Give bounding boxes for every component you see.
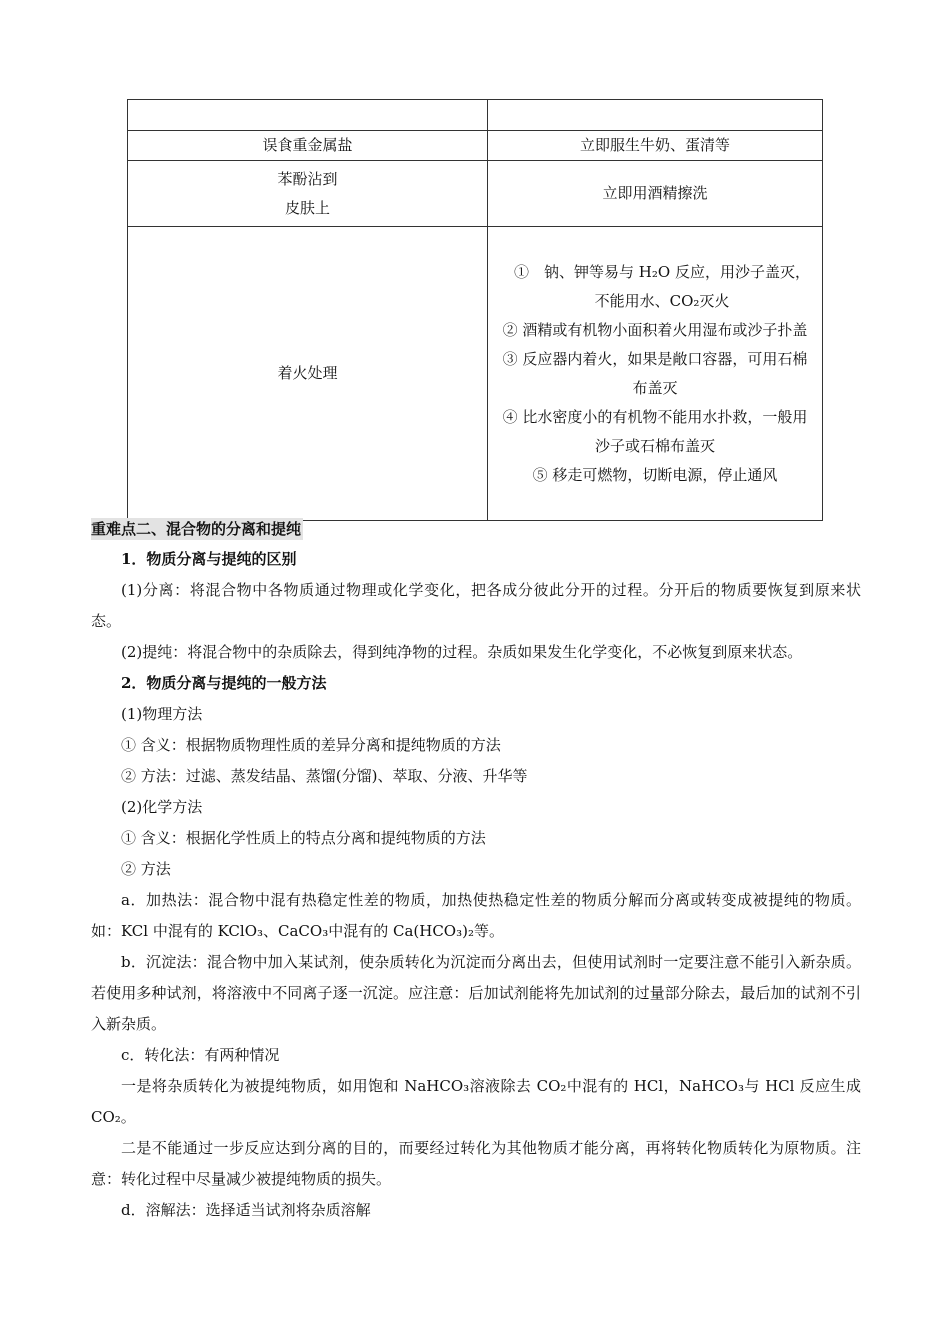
subheading: 1．物质分离与提纯的区别 [121,550,297,568]
safety-table [127,99,823,521]
measure-item: ① 钠、钾等易与 H₂O 反应，用沙子盖灭，不能用水、CO₂灭火 [514,262,810,310]
table-cell [128,161,488,227]
section-heading: 重难点二、混合物的分离和提纯 [91,520,302,538]
paragraph: (2)化学方法 [121,798,203,816]
table-cell: 立即用酒精擦洗 [488,161,823,227]
paragraph: b．沉淀法：混合物中加入某试剂，使杂质转化为沉淀而分离出去，但使用试剂时一定要注意不能引入新杂质。若使用多种试剂，将溶液中不同离子逐一沉淀。应注意：后加试剂能将先加试剂的过量部分除去，最后加的试剂不引入新杂质。 [91,953,861,1033]
paragraph: ② 方法：过滤、蒸发结晶、蒸馏(分馏)、萃取、分液、升华等 [121,767,528,785]
table-row [128,227,823,521]
paragraph: c．转化法：有两种情况 [121,1046,280,1064]
cell-line: 皮肤上 [284,198,330,217]
table-cell [128,100,488,131]
paragraph: 二是不能通过一步反应达到分离的目的，而要经过转化为其他物质才能分离，再将转化物质转化为原物质。注意：转化过程中尽量减少被提纯物质的损失。 [91,1139,861,1188]
table-cell: 立即服生牛奶、蛋清等 [488,131,823,161]
separation-section [91,518,861,1226]
paragraph: ① 含义：根据物质物理性质的差异分离和提纯物质的方法 [121,736,501,754]
table-cell: 着火处理 [128,227,488,521]
paragraph: d．溶解法：选择适当试剂将杂质溶解 [121,1201,371,1219]
paragraph: ① 含义：根据化学性质上的特点分离和提纯物质的方法 [121,829,486,847]
table-row [128,161,823,227]
table-cell [488,100,823,131]
table-row [128,131,823,161]
table-row [128,100,823,131]
paragraph: a．加热法：混合物中混有热稳定性差的物质，加热使热稳定性差的物质分解而分离或转变成被提纯的物质。如：KCl 中混有的 KClO₃、CaCO₃中混有的 Ca(HCO₃)₂等。 [91,891,861,940]
cell-line: 苯酚沾到 [277,169,338,188]
subheading: 2．物质分离与提纯的一般方法 [121,674,327,692]
paragraph: ② 方法 [121,860,171,878]
paragraph: (1)物理方法 [121,705,203,723]
paragraph: (2)提纯：将混合物中的杂质除去，得到纯净物的过程。杂质如果发生化学变化，不必恢复到原来状态。 [121,643,803,661]
measure-item: ④ 比水密度小的有机物不能用水扑救，一般用沙子或石棉布盖灭 [502,407,808,455]
measure-item: ⑤ 移走可燃物，切断电源，停止通风 [532,465,778,484]
table-cell: 误食重金属盐 [128,131,488,161]
paragraph: (1)分离：将混合物中各物质通过物理或化学变化，把各成分彼此分开的过程。分开后的物质要恢复到原来状态。 [91,581,861,630]
measure-item: ② 酒精或有机物小面积着火用湿布或沙子扑盖 [502,320,808,339]
paragraph: 一是将杂质转化为被提纯物质，如用饱和 NaHCO₃溶液除去 CO₂中混有的 HCl，NaHCO₃与 HCl 反应生成 CO₂。 [91,1077,861,1126]
fire-measures-cell [488,227,823,521]
measure-item: ③ 反应器内着火，如果是敞口容器，可用石棉布盖灭 [502,349,808,397]
